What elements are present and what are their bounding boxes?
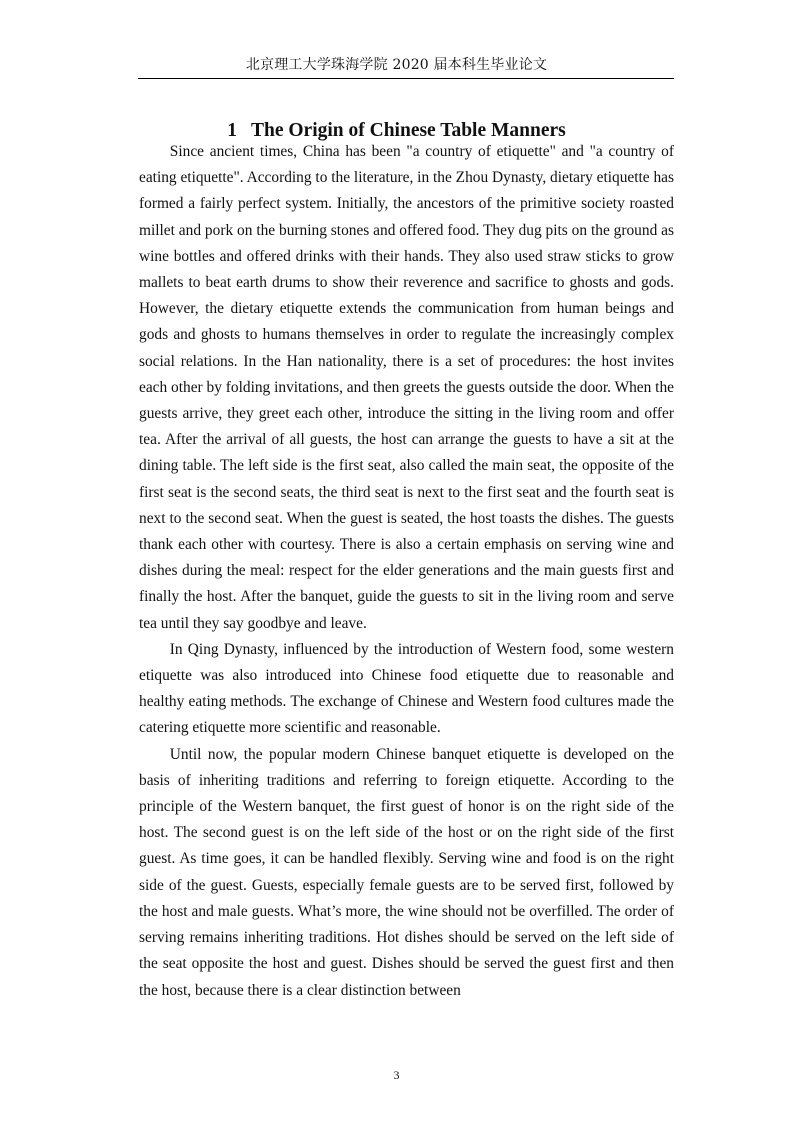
running-header: 北京理工大学珠海学院 2020 届本科生毕业论文 bbox=[245, 57, 548, 73]
paragraph: Until now, the popular modern Chinese banquet etiquette is developed on the basis of inheriting traditions and referring to foreign etiquette. According to the principle of the Western banquet, the first guest of honor is on the right side of the host. The second guest is on the left side of the host or on the right side of the first guest. As time goes, it can be handled flexibly. Serving wine and food is on the right side of the guest. Guests, especially female guests are to be served first, followed by the host and male guests. What’s more, the wine should not be overfilled. The order of serving remains inheriting traditions. Hot dishes should be served on the left side of the seat opposite the host and guest. Dishes should be served the guest first and then the host, because there is a clear distinction between bbox=[139, 745, 674, 999]
paragraph: In Qing Dynasty, influenced by the introduction of Western food, some western etiquette was also introduced into Chinese food etiquette due to reasonable and healthy eating methods. The exchange of Chinese and Western food cultures made the catering etiquette more scientific and reasonable. bbox=[139, 640, 674, 737]
paragraph: Since ancient times, China has been "a country of etiquette" and "a country of eating etiquette". According to the literature, in the Zhou Dynasty, dietary etiquette has formed a fairly perfect system. Initially, the ancestors of the primitive society roasted millet and pork on the burning stones and offered food. They dug pits on the ground as wine bottles and offered drinks with their hands. They also used straw sticks to grow mallets to beat earth drums to show their reverence and sacrifice to ghosts and gods. However, the dietary etiquette extends the communication from human beings and gods and ghosts to humans themselves in order to regulate the increasingly complex social relations. In the Han nationality, there is a set of procedures: the host invites each other by folding invitations, and then greets the guests outside the door. When the guests arrive, they greet each other, introduce the sitting in the living room and offer tea. After the arrival of all guests, the host can arrange the guests to have a sit at the dining table. The left side is the first seat, also called the main seat, the opposite of the first seat is the second seats, the third seat is next to the first seat and the fourth seat is next to the second seat. When the guest is seated, the host toasts the dishes. The guests thank each other with courtesy. There is also a certain emphasis on serving wine and dishes during the meal: respect for the elder generations and the main guests first and finally the host. After the banquet, guide the guests to sit in the living room and serve tea until they say goodbye and leave. bbox=[139, 143, 674, 632]
body-text bbox=[139, 139, 674, 1004]
page-number: 3 bbox=[393, 1068, 400, 1082]
section-number: 1 bbox=[227, 120, 237, 142]
header-rule bbox=[138, 78, 674, 79]
section-title-text: The Origin of Chinese Table Manners bbox=[251, 120, 566, 142]
